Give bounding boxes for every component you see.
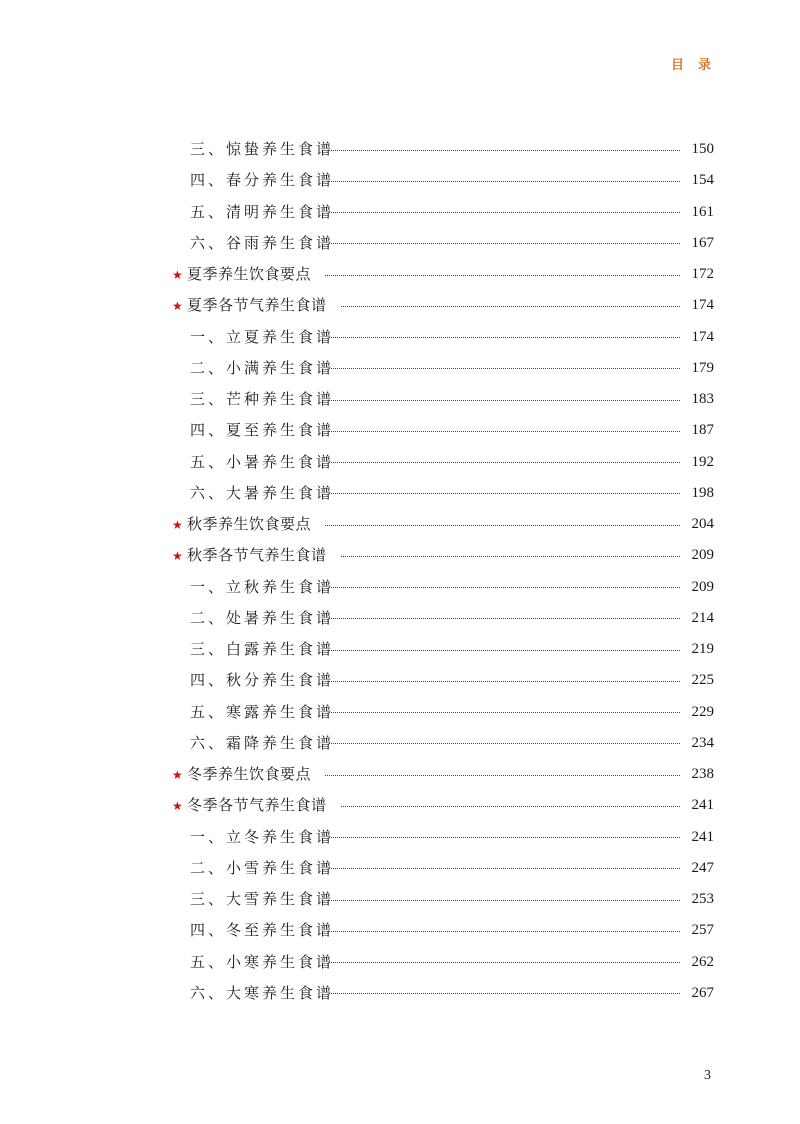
dot-leader bbox=[329, 837, 680, 838]
toc-entry[interactable] bbox=[0, 697, 800, 728]
toc-entry-label: 秋季各节气养生食谱 bbox=[187, 546, 327, 565]
toc-entry[interactable] bbox=[0, 259, 800, 290]
dot-leader bbox=[325, 275, 680, 276]
dot-leader bbox=[341, 306, 680, 307]
toc-entry-page-number: 225 bbox=[691, 672, 714, 689]
toc-entry-label: 五、小寒养生食谱 bbox=[190, 952, 335, 971]
dot-leader bbox=[325, 525, 680, 526]
toc-entry-page-number: 150 bbox=[691, 141, 714, 158]
toc-entry[interactable] bbox=[0, 447, 800, 478]
toc-entry-page-number: 214 bbox=[691, 609, 714, 626]
toc-entry-page-number: 204 bbox=[691, 516, 714, 533]
star-icon: ★ bbox=[172, 798, 183, 813]
toc-entry-label: 二、小满养生食谱 bbox=[190, 358, 335, 377]
toc-entry-page-number: 154 bbox=[691, 172, 714, 189]
toc-entry-label: 四、冬至养生食谱 bbox=[190, 921, 335, 940]
toc-entry[interactable] bbox=[0, 947, 800, 978]
toc-entry-label: 四、秋分养生食谱 bbox=[190, 671, 335, 690]
dot-leader bbox=[329, 900, 680, 901]
toc-entry-label: 一、立秋养生食谱 bbox=[190, 577, 335, 596]
toc-entry-label: 冬季各节气养生食谱 bbox=[187, 796, 327, 815]
dot-leader bbox=[341, 806, 680, 807]
toc-entry[interactable] bbox=[0, 134, 800, 165]
dot-leader bbox=[329, 368, 680, 369]
toc-entry[interactable] bbox=[0, 634, 800, 665]
toc-entry-label: 一、立冬养生食谱 bbox=[190, 827, 335, 846]
toc-entry[interactable] bbox=[0, 853, 800, 884]
toc-entry[interactable] bbox=[0, 572, 800, 603]
dot-leader bbox=[329, 681, 680, 682]
toc-entry-page-number: 172 bbox=[691, 266, 714, 283]
toc-entry-page-number: 161 bbox=[691, 203, 714, 220]
toc-entry[interactable] bbox=[0, 509, 800, 540]
toc-entry-page-number: 192 bbox=[691, 453, 714, 470]
toc-entry-page-number: 234 bbox=[691, 734, 714, 751]
toc-entry[interactable] bbox=[0, 384, 800, 415]
toc-entry-label: 四、夏至养生食谱 bbox=[190, 421, 335, 440]
toc-entry[interactable] bbox=[0, 884, 800, 915]
toc-entry[interactable] bbox=[0, 603, 800, 634]
toc-entry[interactable] bbox=[0, 665, 800, 696]
star-icon: ★ bbox=[172, 267, 183, 282]
dot-leader bbox=[329, 462, 680, 463]
dot-leader bbox=[329, 587, 680, 588]
toc-entry-label: 秋季养生饮食要点 bbox=[187, 515, 312, 534]
toc-entry-page-number: 253 bbox=[691, 891, 714, 908]
dot-leader bbox=[329, 243, 680, 244]
toc-entry-label: 五、小暑养生食谱 bbox=[190, 452, 335, 471]
toc-entry-page-number: 247 bbox=[691, 859, 714, 876]
toc-entry[interactable] bbox=[0, 228, 800, 259]
dot-leader bbox=[325, 775, 680, 776]
dot-leader bbox=[329, 650, 680, 651]
toc-entry-page-number: 219 bbox=[691, 641, 714, 658]
dot-leader bbox=[329, 962, 680, 963]
toc-entry[interactable] bbox=[0, 353, 800, 384]
star-icon: ★ bbox=[172, 767, 183, 782]
toc-entry-label: 六、大寒养生食谱 bbox=[190, 983, 335, 1002]
toc-entry[interactable] bbox=[0, 478, 800, 509]
toc-entry-page-number: 238 bbox=[691, 766, 714, 783]
toc-entry-label: 六、谷雨养生食谱 bbox=[190, 233, 335, 252]
dot-leader bbox=[329, 868, 680, 869]
toc-entry-label: 四、春分养生食谱 bbox=[190, 171, 335, 190]
toc-entry-page-number: 174 bbox=[691, 297, 714, 314]
star-icon: ★ bbox=[172, 548, 183, 563]
running-header-title: 目录 bbox=[671, 58, 726, 73]
dot-leader bbox=[329, 618, 680, 619]
toc-entry-page-number: 262 bbox=[691, 953, 714, 970]
toc-entry[interactable] bbox=[0, 165, 800, 196]
toc-entry-label: 六、霜降养生食谱 bbox=[190, 733, 335, 752]
dot-leader bbox=[329, 181, 680, 182]
toc-entry[interactable] bbox=[0, 728, 800, 759]
dot-leader bbox=[329, 400, 680, 401]
toc-entry-page-number: 167 bbox=[691, 234, 714, 251]
toc-entry[interactable] bbox=[0, 322, 800, 353]
toc-entry[interactable] bbox=[0, 540, 800, 571]
toc-entry-page-number: 174 bbox=[691, 328, 714, 345]
toc-entry-label: 夏季养生饮食要点 bbox=[187, 265, 312, 284]
toc-entry-label: 三、大雪养生食谱 bbox=[190, 890, 335, 909]
toc-entry-page-number: 241 bbox=[691, 828, 714, 845]
toc-entry-page-number: 267 bbox=[691, 984, 714, 1001]
toc-entry-page-number: 187 bbox=[691, 422, 714, 439]
toc-entry[interactable] bbox=[0, 978, 800, 1009]
dot-leader bbox=[329, 431, 680, 432]
dot-leader bbox=[329, 743, 680, 744]
toc-entry-label: 一、立夏养生食谱 bbox=[190, 327, 335, 346]
star-icon: ★ bbox=[172, 517, 183, 532]
toc-entry[interactable] bbox=[0, 915, 800, 946]
dot-leader bbox=[329, 150, 680, 151]
toc-entry[interactable] bbox=[0, 790, 800, 821]
toc-entry-label: 五、清明养生食谱 bbox=[190, 202, 335, 221]
toc-entry-label: 三、芒种养生食谱 bbox=[190, 390, 335, 409]
toc-entry-label: 六、大暑养生食谱 bbox=[190, 483, 335, 502]
toc-entry[interactable] bbox=[0, 290, 800, 321]
toc-entry-label: 二、处暑养生食谱 bbox=[190, 608, 335, 627]
toc-entry-page-number: 183 bbox=[691, 391, 714, 408]
toc-entry-page-number: 179 bbox=[691, 359, 714, 376]
toc-entry-label: 二、小雪养生食谱 bbox=[190, 858, 335, 877]
toc-entry[interactable] bbox=[0, 415, 800, 446]
toc-entry-page-number: 209 bbox=[691, 578, 714, 595]
table-of-contents bbox=[0, 134, 800, 1009]
toc-entry-page-number: 209 bbox=[691, 547, 714, 564]
toc-entry[interactable] bbox=[0, 197, 800, 228]
page-number: 3 bbox=[704, 1068, 711, 1083]
toc-entry-page-number: 241 bbox=[691, 797, 714, 814]
dot-leader bbox=[341, 556, 680, 557]
dot-leader bbox=[329, 993, 680, 994]
toc-entry-label: 五、寒露养生食谱 bbox=[190, 702, 335, 721]
toc-entry[interactable] bbox=[0, 822, 800, 853]
toc-entry-page-number: 257 bbox=[691, 922, 714, 939]
toc-entry-label: 三、惊蛰养生食谱 bbox=[190, 140, 335, 159]
dot-leader bbox=[329, 493, 680, 494]
dot-leader bbox=[329, 712, 680, 713]
toc-entry[interactable] bbox=[0, 759, 800, 790]
toc-entry-page-number: 229 bbox=[691, 703, 714, 720]
dot-leader bbox=[329, 212, 680, 213]
dot-leader bbox=[329, 931, 680, 932]
toc-entry-label: 冬季养生饮食要点 bbox=[187, 765, 312, 784]
dot-leader bbox=[329, 337, 680, 338]
toc-entry-label: 夏季各节气养生食谱 bbox=[187, 296, 327, 315]
star-icon: ★ bbox=[172, 298, 183, 313]
toc-entry-label: 三、白露养生食谱 bbox=[190, 640, 335, 659]
toc-entry-page-number: 198 bbox=[691, 484, 714, 501]
